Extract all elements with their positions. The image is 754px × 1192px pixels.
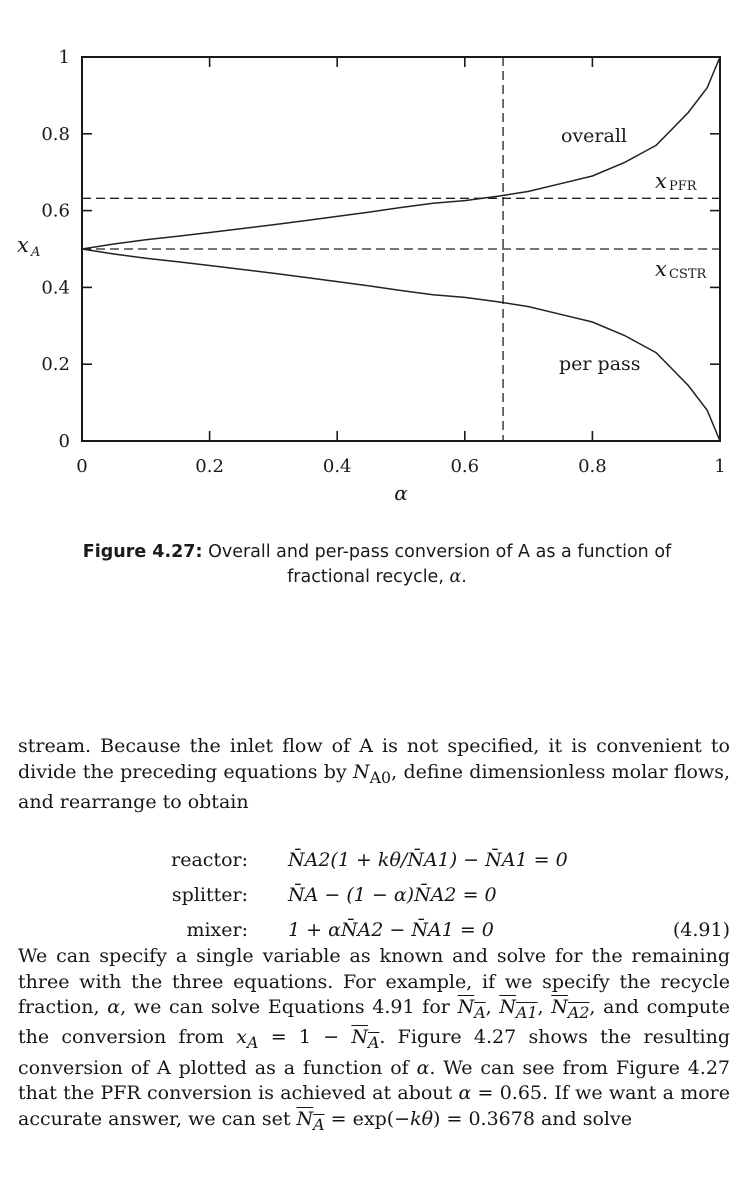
y-tick-label: 0.8 [41, 123, 70, 145]
para2-text-5: . Figure 4.27 shows the resulting conversion of A plotted as a function of [18, 1026, 730, 1079]
label-per-pass: per pass [559, 353, 641, 375]
y-tick-label: 0 [58, 431, 70, 452]
equation-expr-reactor: N̄A2(1 + kθ/N̄A1) − N̄A1 = 0 [288, 849, 568, 871]
caption-text-1: Overall and per-pass conversion of A as a function of [202, 542, 672, 562]
caption-alpha: α [449, 567, 462, 587]
equation-mixer [0, 916, 754, 944]
equation-label-splitter: splitter: [171, 884, 248, 906]
chart-series [82, 57, 720, 441]
label-xpfr-main: x [655, 169, 667, 193]
paragraph-2: We can specify a single variable as known and solve for the remaining three with the three equations. For example, if we specify the recycle fraction, α, we can solve Equations 4.91 for $N_A$, $N_{A1}$, $N_{A2}$, and compute the conversion from $x_A = 1 - N_A$. Figure 4.27 shows the resulting conversion of A plotted as a function of α. We can see from Figure 4.27 that the PFR conversion is achieved at about α = 0.65. If we want a more accurate answer, we can set $N_A = \exp(-k\theta) = 0.3678$ and solve [18, 945, 731, 1134]
para2-na-b: $N_A$ [351, 1026, 380, 1053]
para2-na: $N_A$ [457, 996, 486, 1022]
figure-caption [0, 540, 754, 590]
series-overall [82, 57, 720, 249]
x-tick-label: 0.2 [195, 456, 224, 477]
para2-text-7: = 0.65. If we want a more accurate answer, we can set [18, 1082, 730, 1130]
para2-k: k [410, 1107, 422, 1130]
equation-number: (4.91) [672, 919, 730, 941]
y-tick-label: 0.4 [41, 277, 70, 299]
chart-frame [82, 57, 720, 441]
para2-text-9: ) = 0.3678 and solve [433, 1107, 632, 1130]
para2-alpha-3: α [458, 1082, 472, 1105]
label-xpfr-sub: PFR [669, 179, 697, 194]
chart-ticks [82, 57, 720, 441]
caption-text-2: fractional recycle, [287, 567, 450, 587]
y-axis-label-sub: A [31, 245, 41, 260]
equation-reactor [0, 846, 754, 874]
conversion-chart [0, 0, 754, 510]
para1-text-a: stream. Because the inlet flow of A is not specified, it is convenient to divide the preceding equations by [18, 735, 730, 783]
para2-text-8: = exp(− [324, 1107, 411, 1130]
para2-text-1: We can specify a single variable as known and solve for the remaining three with the three equations. For example, if we specify the recycle fraction, [18, 945, 730, 1018]
caption-label: Figure 4.27: [82, 542, 203, 562]
conversion-figure [0, 0, 754, 510]
para2-text-6: . We can see from Figure 4.27 that the PFR conversion is achieved at about [18, 1056, 731, 1105]
reference-lines [82, 57, 720, 441]
para2-alpha-2: α [416, 1056, 430, 1079]
para1-text-b: , define dimensionless molar flows, and rearrange to obtain [18, 760, 730, 813]
y-tick-label: 1 [58, 47, 70, 68]
paragraph-1 [18, 734, 730, 815]
y-tick-label: 0.2 [41, 354, 70, 376]
x-tick-label: 0.6 [450, 456, 480, 477]
caption-line-2 [0, 565, 754, 590]
equation-expr-mixer: 1 + αN̄A2 − N̄A1 = 0 [288, 919, 494, 941]
equation-label-reactor: reactor: [171, 849, 248, 871]
label-overall: overall [561, 125, 627, 147]
x-tick-label: 0.8 [578, 456, 607, 477]
caption-line-1 [0, 540, 754, 565]
label-xcstr-main: x [655, 257, 667, 281]
para2-text-2: , we can solve Equations 4.91 for [120, 996, 458, 1018]
x-tick-label: 0.4 [322, 456, 352, 477]
y-axis-label-main: x [17, 233, 29, 257]
caption-end: . [461, 567, 467, 587]
para2-na-c: $N_A$ [296, 1107, 325, 1134]
chart-labels [17, 47, 726, 505]
x-tick-label: 1 [714, 456, 726, 477]
para2-na1: $N_{A1}$ [499, 996, 538, 1022]
series-per-pass [82, 249, 720, 441]
para2-xa: $x_A$ [236, 1026, 259, 1053]
label-xcstr-sub: CSTR [669, 267, 707, 282]
para1-symbol-n: N [352, 760, 370, 783]
plot-frame [82, 57, 720, 441]
para1-subscript: A0 [369, 767, 392, 787]
x-tick-label: 0 [76, 456, 88, 477]
equation-splitter [0, 881, 754, 909]
equation-label-mixer: mixer: [186, 919, 248, 941]
para2-alpha-1: α [107, 996, 121, 1018]
y-tick-label: 0.6 [41, 200, 70, 222]
x-axis-label: α [394, 481, 408, 505]
equation-expr-splitter: N̄A − (1 − α)N̄A2 = 0 [288, 884, 497, 906]
para2-text-4: = 1 − [258, 1026, 352, 1049]
para2-na2: $N_{A2}$ [551, 996, 590, 1022]
para2-text-3: , and compute the conversion from [18, 996, 730, 1049]
para2-theta: θ [421, 1107, 434, 1130]
